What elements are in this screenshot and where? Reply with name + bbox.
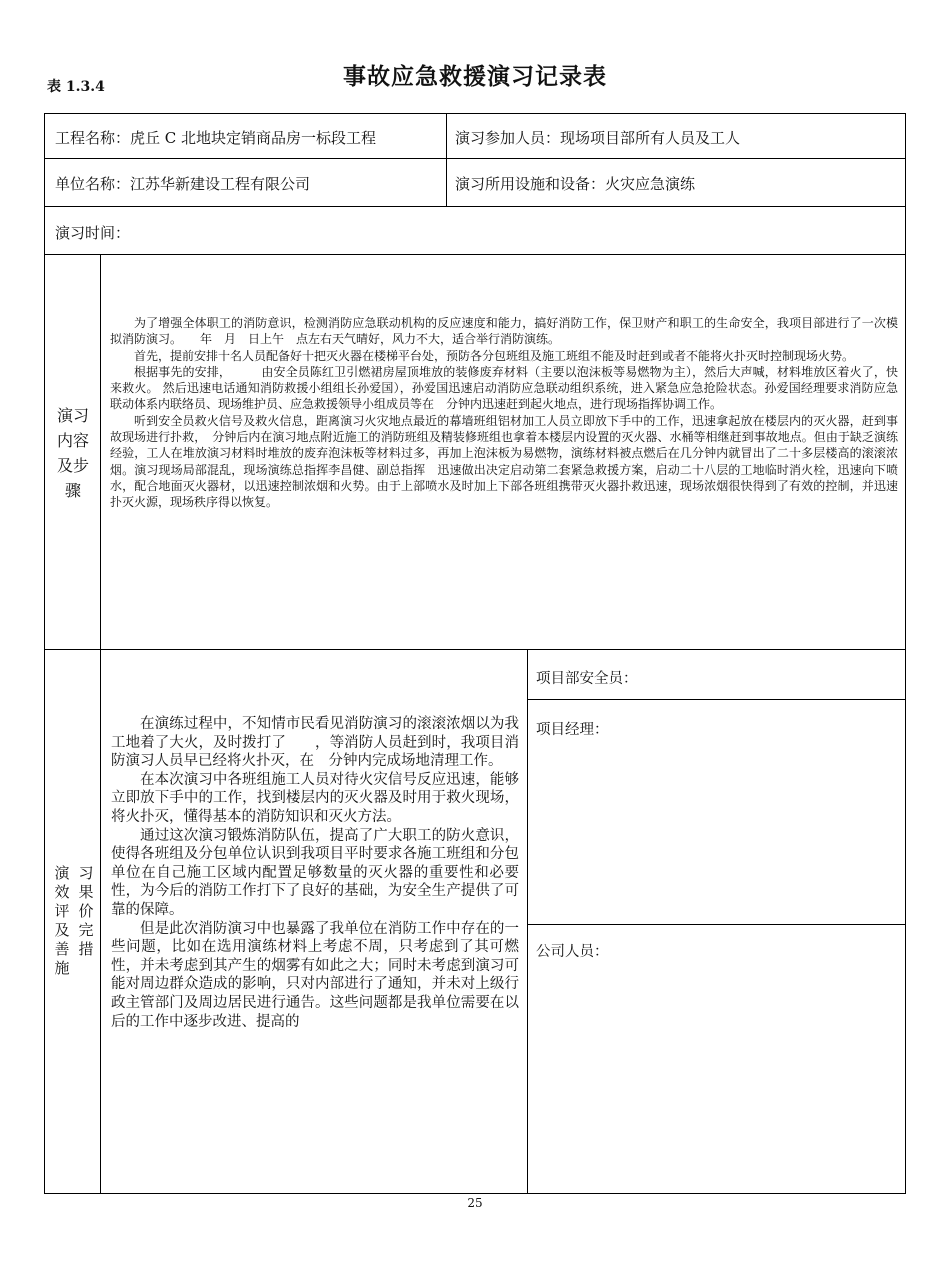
- divider: [446, 113, 447, 206]
- record-table: [44, 113, 906, 1194]
- page-number: 25: [467, 1196, 483, 1210]
- eval-label-right: 习 果 价 完 措: [78, 864, 94, 958]
- divider: [100, 254, 101, 1194]
- divider: [44, 649, 906, 650]
- content-paragraph: 首先，提前安排十名人员配备好十把灭火器在楼梯平台处，预防各分包班组及施工班组不能及时赶到或者不能将火扑灭时控制现场火势。: [134, 348, 855, 363]
- divider: [44, 254, 906, 255]
- equipment: 演习所用设施和设备：火灾应急演练: [455, 175, 696, 193]
- participants: 演习参加人员：现场项目部所有人员及工人: [455, 129, 741, 147]
- unit-name: 单位名称：江苏华新建设工程有限公司: [55, 175, 311, 193]
- content-section-label: 演习 内容 及步 骤: [56, 406, 89, 500]
- divider: [44, 206, 906, 207]
- eval-paragraph: 通过这次演习锻炼消防队伍，提高了广大职工的防火意识，使得各班组及分包单位认识到我项目平时要求各施工班组和分包单位在自己施工区域内配置足够数量的灭火器的重要性和必要性，为今后的消防工作打下了良好的基础，为安全生产提供了可靠的保障。: [111, 827, 519, 918]
- eval-paragraph: 但是此次消防演习中也暴露了我单位在消防工作中存在的一些问题，比如在选用演练材料上考虑不周，只考虑到了其可燃性，并未考虑到其产生的烟雾有如此之大；同时未考虑到演习可能对周边群众造成的影响，只对内部进行了通知，并未对上级行政主管部门及周边居民进行通告。这些问题都是我单位需要在以后的工作中逐步改进、提高的: [111, 920, 519, 1030]
- divider: [527, 699, 906, 700]
- divider: [527, 924, 906, 925]
- content-paragraph: 根据事先的安排， 由安全员陈红卫引燃裙房屋顶堆放的装修废弃材料（主要以泡沫板等易燃物为主），然后大声喊，材料堆放区着火了，快来救火。 然后迅速电话通知消防救援小组组长孙爱国），孙爱国迅速启动消防应急联动组织系统，进入紧急应急抢险状态。孙爱国经理要求消防应急联动体系内联络员、现场维护员、应急救援领导小组成员等在 分钟内迅速赶到起火地点，进行现场指挥协调工作。: [110, 364, 898, 412]
- project-manager-signature: 项目经理：: [536, 722, 609, 738]
- form-code: 表 1.3.4: [47, 79, 105, 95]
- page-title: 事故应急救援演习记录表: [343, 63, 607, 90]
- project-name: 工程名称：虎丘 C 北地块定销商品房一标段工程: [55, 129, 377, 147]
- divider: [44, 158, 906, 159]
- eval-paragraph: 在演练过程中，不知情市民看见消防演习的滚滚浓烟以为我工地着了大火，及时拨打了 ，等消防人员赶到时，我项目消防演习人员早已经将火扑灭，在 分钟内完成场地清理工作。: [111, 716, 519, 770]
- drill-time: 演习时间：: [55, 224, 131, 242]
- eval-paragraph: 在本次演习中各班组施工人员对待火灾信号反应迅速，能够立即放下手中的工作，找到楼层内的灭火器及时用于救火现场，将火扑灭，懂得基本的消防知识和灭火方法。: [111, 771, 519, 825]
- divider: [527, 649, 528, 1194]
- company-staff-signature: 公司人员：: [536, 944, 609, 960]
- safety-officer-signature: 项目部安全员：: [536, 671, 638, 687]
- drill-content-text: [110, 315, 898, 511]
- content-paragraph: 为了增强全体职工的消防意识，检测消防应急联动机构的反应速度和能力，搞好消防工作，保卫财产和职工的生命安全，我项目部进行了一次模拟消防演习。 年 月 日上午 点左右天气晴好，风力不大，适合举行消防演练。: [110, 316, 898, 347]
- content-paragraph: 听到安全员救火信号及救火信息，距离演习火灾地点最近的幕墙班组铝材加工人员立即放下手中的工作，迅速拿起放在楼层内的灭火器，赶到事故现场进行扑救， 分钟后内在演习地点附近施工的消防班组及精装修班组也拿着本楼层内设置的灭火器、水桶等相继赶到事故地点。但由于缺乏演练经验，工人在堆放演习材料时堆放的废弃泡沫板等材料过多，再加上泡沫板为易燃物，演练材料被点燃后在几分钟内就冒出了二十多层楼高的滚滚浓烟。演习现场局部混乱，现场演练总指挥李昌健、副总指挥 迅速做出决定启动第二套紧急救援方案，启动二十八层的工地临时消火栓，迅速向下喷水，配合地面灭火器材，以迅速控制浓烟和火势。由于上部喷水及时加上下部各班组携带灭火器扑救迅速，现场浓烟很快得到了有效的控制，并迅速扑灭火源，现场秩序得以恢复。: [110, 413, 898, 510]
- evaluation-text: [111, 715, 519, 1031]
- eval-label-left: 演 效 评 及 善 施: [54, 864, 70, 977]
